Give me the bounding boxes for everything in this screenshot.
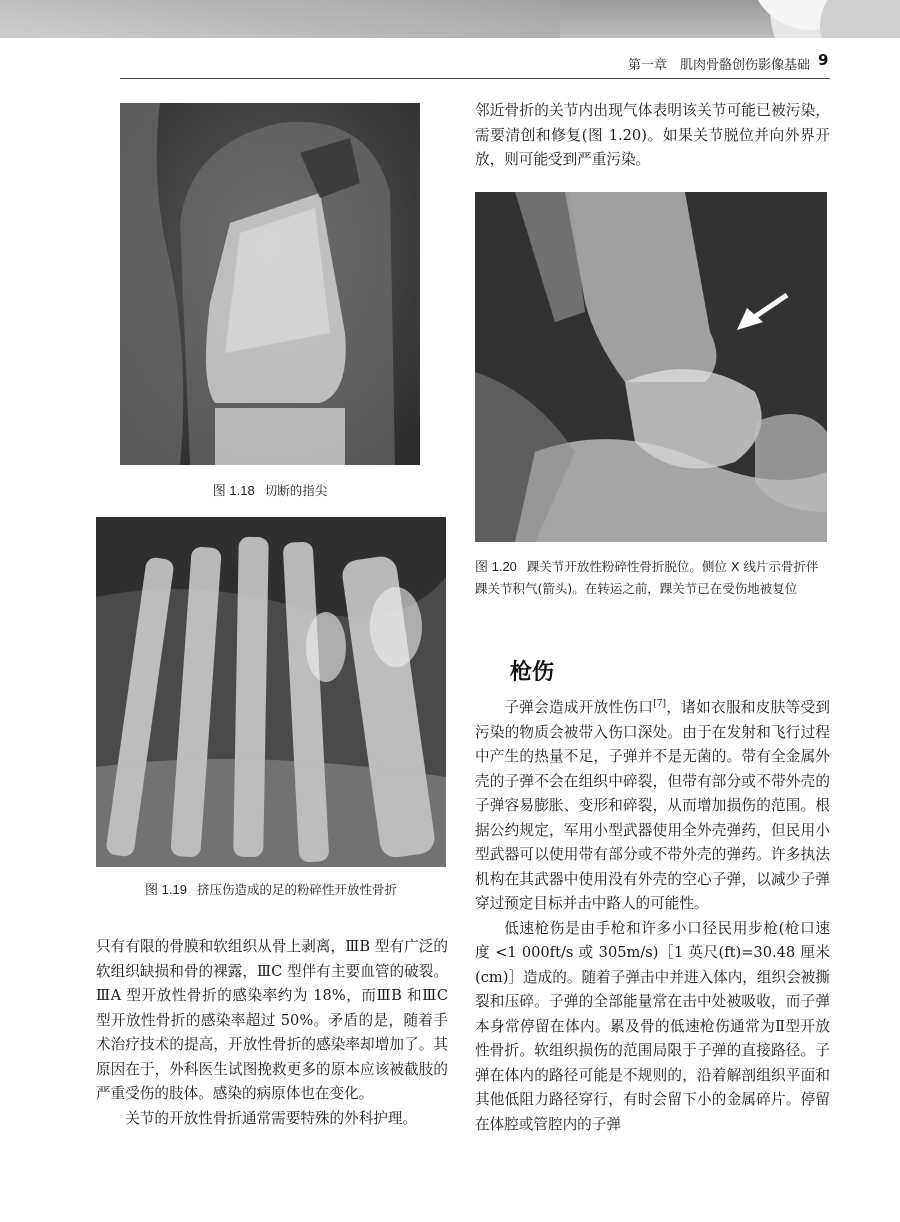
figure-1-20-caption	[475, 556, 830, 600]
caption-text: 踝关节开放性粉碎性骨折脱位。侧位 X 线片示骨折伴踝关节积气(箭头)。在转运之前，踝关节已在受伤地被复位	[475, 559, 819, 596]
paragraph: 低速枪伤是由手枪和许多小口径民用步枪(枪口速度 <1 000ft/s 或 305m/s)［1 英尺(ft)=30.48 厘米(cm)］造成的。随着子弹击中并进入体内，组织会被撕裂和压碎。子弹的全部能量常在击中处被吸收，而子弹本身常停留在体内。累及骨的低速枪伤通常为Ⅱ型开放性骨折。软组织损伤的范围局限于子弹的直接路径。子弹在体内的路径可能是不规则的，沿着解剖组织平面和其他低阻力路径穿行，有时会留下小的金属碎片。停留在体腔或管腔内的子弹	[475, 919, 830, 1133]
citation-ref: [7]	[653, 699, 667, 710]
paragraph: 关节的开放性骨折通常需要特殊的外科护理。	[125, 1109, 418, 1127]
figure-1-20-xray	[475, 192, 827, 542]
paragraph-text: 子弹会造成开放性伤口	[504, 699, 654, 716]
header-rule	[120, 78, 830, 79]
right-column-body-text	[475, 696, 830, 1137]
figure-1-19-xray	[96, 517, 446, 867]
paragraph-text: ，诸如衣服和皮肤等受到污染的物质会被带入伤口深处。由于在发射和飞行过程中产生的热量不足，子弹并不是无菌的。带有全金属外壳的子弹不会在组织中碎裂，但带有部分或不带外壳的子弹容易膨胀、变形和碎裂，从而增加损伤的范围。根据公约规定，军用小型武器使用全外壳弹药，但民用小型武器可以使用带有部分或不带外壳的弹药。许多执法机构在其武器中使用没有外壳的空心子弹，以减少子弹穿过预定目标并击中路人的可能性。	[475, 699, 830, 912]
paragraph: 只有有限的骨膜和软组织从骨上剥离，ⅢB 型有广泛的软组织缺损和骨的裸露，ⅢC 型伴有主要血管的破裂。ⅢA 型开放性骨折的感染率约为 18%，而ⅢB 和ⅢC 型开放性骨折的感染率超过 50%。矛盾的是，随着手术治疗技术的提高，开放性骨折的感染率却增加了。其原因在于，外科医生试图挽救更多的原本应该被截肢的严重受伤的肢体。感染的病原体也在变化。	[96, 938, 448, 1102]
figure-number: 图 1.20	[475, 559, 517, 574]
section-heading-gunshot: 枪伤	[510, 660, 555, 685]
figure-number: 图 1.19	[145, 882, 187, 897]
figure-1-18-xray	[120, 103, 420, 465]
figure-1-19-caption	[96, 879, 446, 901]
header-corner-decoration	[740, 0, 900, 38]
figure-number: 图 1.18	[212, 483, 255, 498]
header-gradient	[0, 0, 560, 38]
caption-text: 切断的指尖	[264, 483, 328, 498]
header-band	[0, 0, 900, 38]
paragraph: 邻近骨折的关节内出现气体表明该关节可能已被污染，需要清创和修复(图 1.20)。如果关节脱位并向外界开放，则可能受到严重污染。	[475, 102, 830, 168]
page-number: 9	[818, 51, 829, 69]
running-head: 第一章 肌肉骨骼创伤影像基础	[627, 58, 810, 73]
right-column-top-text	[475, 99, 830, 173]
paragraph	[475, 696, 830, 917]
figure-1-18-caption	[120, 480, 420, 502]
caption-text: 挤压伤造成的足的粉碎性开放性骨折	[196, 882, 397, 897]
left-column-bottom-text	[96, 935, 448, 1131]
